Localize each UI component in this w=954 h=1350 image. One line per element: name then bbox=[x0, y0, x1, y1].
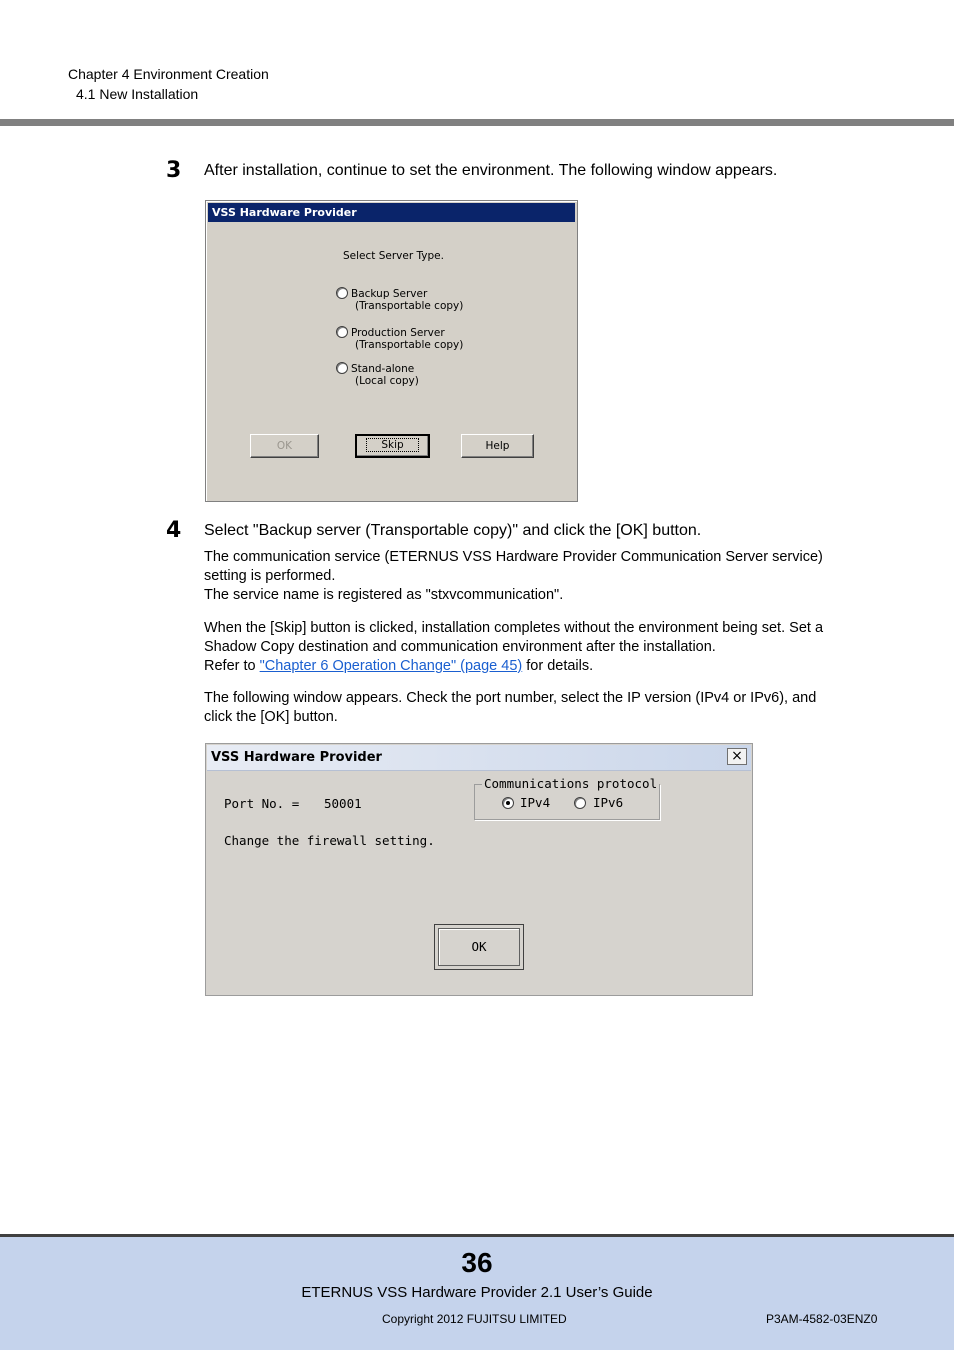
server-type-prompt: Select Server Type. bbox=[343, 250, 444, 262]
step-3-text: After installation, continue to set the environment. The following window appears. bbox=[204, 162, 778, 179]
dialog2-title: VSS Hardware Provider bbox=[207, 745, 751, 771]
step-4-number: 4 bbox=[166, 518, 182, 543]
step-3-number: 3 bbox=[166, 158, 182, 183]
para2-line1: When the [Skip] button is clicked, installation completes without the environment being set. Set a bbox=[204, 620, 824, 636]
header-rule bbox=[0, 119, 954, 126]
production-server-label: Production Server bbox=[351, 327, 445, 339]
firewall-message: Change the firewall setting. bbox=[224, 833, 435, 848]
document-code: P3AM-4582-03ENZ0 bbox=[766, 1312, 878, 1326]
para3-line2: click the [OK] button. bbox=[204, 709, 338, 725]
help-button[interactable]: Help bbox=[461, 434, 534, 458]
ok-button[interactable] bbox=[434, 924, 524, 970]
ipv6-label: IPv6 bbox=[593, 795, 624, 810]
port-value: 50001 bbox=[324, 796, 362, 811]
server-type-dialog bbox=[205, 200, 578, 502]
ok-button[interactable]: OK bbox=[250, 434, 319, 458]
para3-line1: The following window appears. Check the port number, select the IP version (IPv4 or IPv6), and bbox=[204, 690, 817, 706]
para2-line3 bbox=[204, 657, 894, 676]
protocol-group-label: Communications protocol bbox=[484, 776, 658, 791]
para2-after: for details. bbox=[522, 658, 594, 674]
para1-line2: setting is performed. bbox=[204, 568, 336, 584]
para1-line3: The service name is registered as "stxvcommunication". bbox=[204, 587, 564, 603]
communication-service-paragraph bbox=[204, 548, 894, 605]
step-4-text: Select "Backup server (Transportable copy)" and click the [OK] button. bbox=[204, 522, 702, 539]
header-chapter: Chapter 4 Environment Creation bbox=[68, 66, 269, 82]
skip-button[interactable] bbox=[355, 434, 430, 458]
ok-button-label: OK bbox=[438, 928, 520, 966]
production-server-radio[interactable] bbox=[336, 326, 348, 338]
ipv4-label: IPv4 bbox=[520, 795, 551, 810]
chapter-6-link[interactable]: "Chapter 6 Operation Change" (page 45) bbox=[259, 658, 523, 674]
close-icon[interactable]: × bbox=[727, 748, 747, 765]
copyright: Copyright 2012 FUJITSU LIMITED bbox=[382, 1312, 567, 1326]
stand-alone-label: Stand-alone bbox=[351, 363, 415, 375]
stand-alone-sub: (Local copy) bbox=[355, 375, 419, 387]
backup-server-label: Backup Server bbox=[351, 288, 428, 300]
dialog1-title: VSS Hardware Provider bbox=[208, 203, 575, 222]
skip-note-paragraph bbox=[204, 619, 894, 676]
header-section: 4.1 New Installation bbox=[76, 86, 199, 102]
page-number: 36 bbox=[461, 1247, 493, 1278]
ipv4-radio[interactable] bbox=[502, 797, 514, 809]
skip-button-label: Skip bbox=[366, 438, 418, 452]
ipv6-radio[interactable] bbox=[574, 797, 586, 809]
port-label: Port No. = bbox=[224, 796, 300, 811]
backup-server-radio[interactable] bbox=[336, 287, 348, 299]
backup-server-sub: (Transportable copy) bbox=[355, 300, 464, 312]
para1-line1: The communication service (ETERNUS VSS Hardware Provider Communication Server service) bbox=[204, 549, 823, 565]
communication-dialog bbox=[205, 743, 753, 996]
guide-title: ETERNUS VSS Hardware Provider 2.1 User’s Guide bbox=[301, 1284, 653, 1301]
para2-refer: Refer to bbox=[204, 658, 260, 674]
production-server-sub: (Transportable copy) bbox=[355, 339, 464, 351]
para2-line2: Shadow Copy destination and communication environment after the installation. bbox=[204, 639, 716, 655]
page-footer bbox=[0, 1234, 954, 1350]
stand-alone-radio[interactable] bbox=[336, 362, 348, 374]
port-check-paragraph bbox=[204, 689, 894, 727]
running-header bbox=[68, 64, 269, 104]
